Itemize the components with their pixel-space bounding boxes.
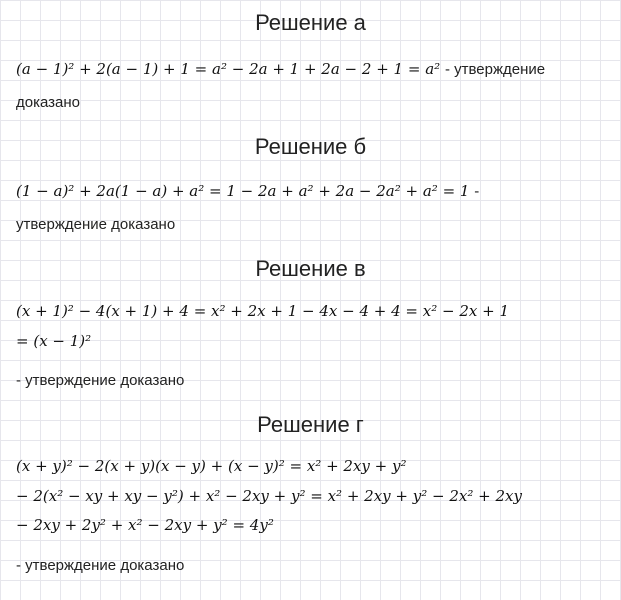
section-g-title: Решение г <box>257 412 364 437</box>
section-v-title: Решение в <box>255 256 366 281</box>
section-g-conclusion: - утверждение доказано <box>16 557 185 574</box>
equation-line: (a − 1)² + 2(a − 1) + 1 = a² − 2a + 1 + 2a − 2 + 1 = a² <box>16 60 441 78</box>
section-g-equation-line-2: − 2(x² − xy + xy − y²) + x² − 2xy + y² = x² + 2xy + y² − 2x² + 2xy <box>16 487 522 505</box>
section-v-equation-line-1: (x + 1)² − 4(x + 1) + 4 = x² + 2x + 1 − 4x − 4 + 4 = x² − 2x + 1 <box>16 302 510 320</box>
equation-line: (1 − a)² + 2a(1 − a) + a² = 1 − 2a + a² + 2a − 2a² + a² = 1 <box>16 182 470 200</box>
section-b-title: Решение б <box>254 134 367 159</box>
section-a-conclusion: доказано <box>16 94 81 111</box>
section-b-equation <box>16 182 479 200</box>
section-a-equation <box>16 60 545 78</box>
section-a-title: Решение а <box>255 10 366 35</box>
section-g-equation-line-3: − 2xy + 2y² + x² − 2xy + y² = 4y² <box>16 516 274 534</box>
equation-trailing-text: - <box>474 183 480 200</box>
section-b-conclusion: утверждение доказано <box>16 216 176 233</box>
section-v-conclusion: - утверждение доказано <box>16 372 185 389</box>
section-v-equation-line-2: = (x − 1)² <box>16 332 92 350</box>
section-g-equation-line-1: (x + y)² − 2(x + y)(x − y) + (x − y)² = x² + 2xy + y² <box>16 457 407 475</box>
equation-trailing-text: - утверждение <box>444 61 546 78</box>
